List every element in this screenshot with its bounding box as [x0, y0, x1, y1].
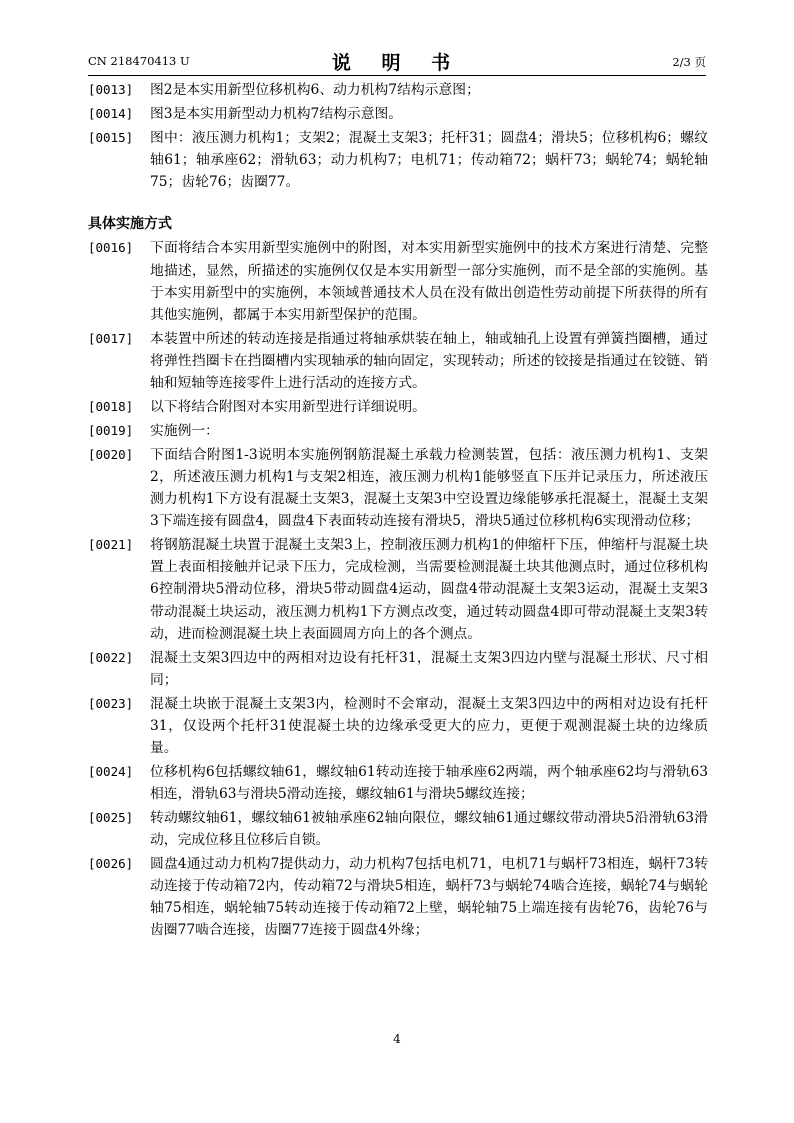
paragraph	[88, 853, 708, 942]
paragraph	[88, 420, 708, 442]
paragraph-text: 本装置中所述的转动连接是指通过将轴承烘装在轴上，轴或轴孔上设置有弹簧挡圈槽，通过将弹性挡圈卡在挡圈槽内实现轴承的轴向固定，实现转动；所述的铰接是指通过在铰链、销轴和短轴等连接零件上进行活动的连接方式。	[150, 330, 708, 392]
paragraph-number: [0018]	[88, 399, 134, 415]
paragraph	[88, 534, 708, 645]
paragraph-text: 图中：液压测力机构1；支架2；混凝土支架3；托杆31；圆盘4；滑块5；位移机构6；螺纹轴61；轴承座62；滑轨63；动力机构7；电机71；传动箱72；蜗杆73；蜗轮74；蜗轮轴75；齿轮76；齿圈77。	[150, 129, 708, 190]
paragraph-text: 圆盘4通过动力机构7提供动力，动力机构7包括电机71，电机71与蜗杆73相连，蜗杆73转动连接于传动箱72内，传动箱72与滑块5相连，蜗杆73与蜗轮74啮合连接，蜗轮74与蜗轮轴75相连，蜗轮轴75转动连接于传动箱72上壁，蜗轮轴75上端连接有齿轮76，齿轮76与齿圈77啮合连接，齿圈77连接于圆盘4外缘；	[150, 855, 708, 939]
paragraph-text: 位移机构6包括螺纹轴61，螺纹轴61转动连接于轴承座62两端，两个轴承座62均与滑轨63相连，滑轨63与滑块5滑动连接，螺纹轴61与滑块5螺纹连接；	[150, 763, 708, 803]
paragraph-text: 实施例一：	[150, 422, 219, 439]
paragraph	[88, 807, 708, 851]
paragraph	[88, 328, 708, 395]
paragraph	[88, 127, 708, 194]
paragraph-number: [0016]	[88, 240, 134, 256]
page-indicator: 2/3 页	[672, 55, 706, 69]
paragraph-text: 下面结合附图1-3说明本实施例钢筋混凝土承载力检测装置，包括：液压测力机构1、支架2，所述液压测力机构1与支架2相连，液压测力机构1能够竖直下压并记录压力，所述液压测力机构1下方设有混凝土支架3，混凝土支架3中空设置边缘能够承托混凝土，混凝土支架3下端连接有圆盘4，圆盘4下表面转动连接有滑块5，滑块5通过位移机构6实现滑动位移；	[150, 446, 708, 530]
page-number: 4	[393, 1032, 401, 1046]
paragraph-number: [0015]	[88, 129, 134, 145]
paragraph-text: 以下将结合附图对本实用新型进行详细说明。	[150, 399, 426, 416]
paragraph	[88, 761, 708, 805]
paragraph-text: 混凝土块嵌于混凝土支架3内，检测时不会窜动，混凝土支架3四边中的两相对边设有托杆31，仅设两个托杆31使混凝土块的边缘承受更大的应力，更便于观测混凝土块的边缘质量。	[150, 695, 708, 757]
paragraph	[88, 103, 708, 125]
paragraph-text: 图2是本实用新型位移机构6、动力机构7结构示意图；	[150, 82, 480, 98]
section-title: 具体实施方式	[88, 216, 172, 233]
paragraph	[88, 444, 708, 533]
paragraph-text: 将钢筋混凝土块置于混凝土支架3上，控制液压测力机构1的伸缩杆下压，伸缩杆与混凝土块置上表面相接触并记录下压力，完成检测，当需要检测混凝土块其他测点时，通过位移机构6控制滑块5滑动位移，滑块5带动圆盘4运动，圆盘4带动混凝土支架3运动，混凝土支架3带动混凝土块运动，液压测力机构1下方测点改变，通过转动圆盘4即可带动混凝土支架3转动，进而检测混凝土块上表面圆周方向上的各个测点。	[150, 537, 708, 642]
paragraph	[88, 396, 708, 418]
paragraph-number: [0014]	[88, 105, 134, 121]
paragraph-text: 下面将结合本实用新型实施例中的附图，对本实用新型实施例中的技术方案进行清楚、完整地描述，显然，所描述的实施例仅仅是本实用新型一部分实施例，而不是全部的实施例。基于本实用新型中的实施例，本领域普通技术人员在没有做出创造性劳动前提下所获得的所有其他实施例，都属于本实用新型保护的范围。	[150, 240, 708, 324]
paragraph-number: [0021]	[88, 537, 134, 553]
header-divider	[88, 75, 706, 76]
paragraphs-before-section	[88, 79, 708, 193]
paragraph-text: 混凝土支架3四边中的两相对边设有托杆31，混凝土支架3四边内壁与混凝土形状、尺寸相同；	[150, 649, 708, 688]
paragraph-text: 转动螺纹轴61，螺纹轴61被轴承座62轴向限位，螺纹轴61通过螺纹带动滑块5沿滑轨63滑动，完成位移且位移后自锁。	[150, 809, 708, 849]
paragraph-number: [0025]	[88, 809, 134, 825]
paragraph-text: 图3是本实用新型动力机构7结构示意图。	[150, 105, 403, 122]
paragraph-number: [0022]	[88, 649, 134, 665]
paragraphs-after-section	[88, 237, 708, 941]
paragraph	[88, 237, 708, 326]
paragraph-number: [0024]	[88, 763, 134, 779]
paragraph-number: [0017]	[88, 330, 134, 346]
paragraph-number: [0020]	[88, 446, 134, 462]
paragraph-number: [0019]	[88, 422, 134, 438]
paragraph-number: [0026]	[88, 855, 134, 871]
document-title: 说 明 书	[331, 52, 463, 74]
paragraph	[88, 693, 708, 760]
paragraph	[88, 79, 708, 101]
paragraph-number: [0023]	[88, 695, 134, 711]
patent-number: CN 218470413 U	[88, 54, 190, 68]
paragraph	[88, 647, 708, 691]
document-body	[88, 79, 708, 943]
page-header	[88, 50, 706, 72]
paragraph-number: [0013]	[88, 82, 134, 97]
